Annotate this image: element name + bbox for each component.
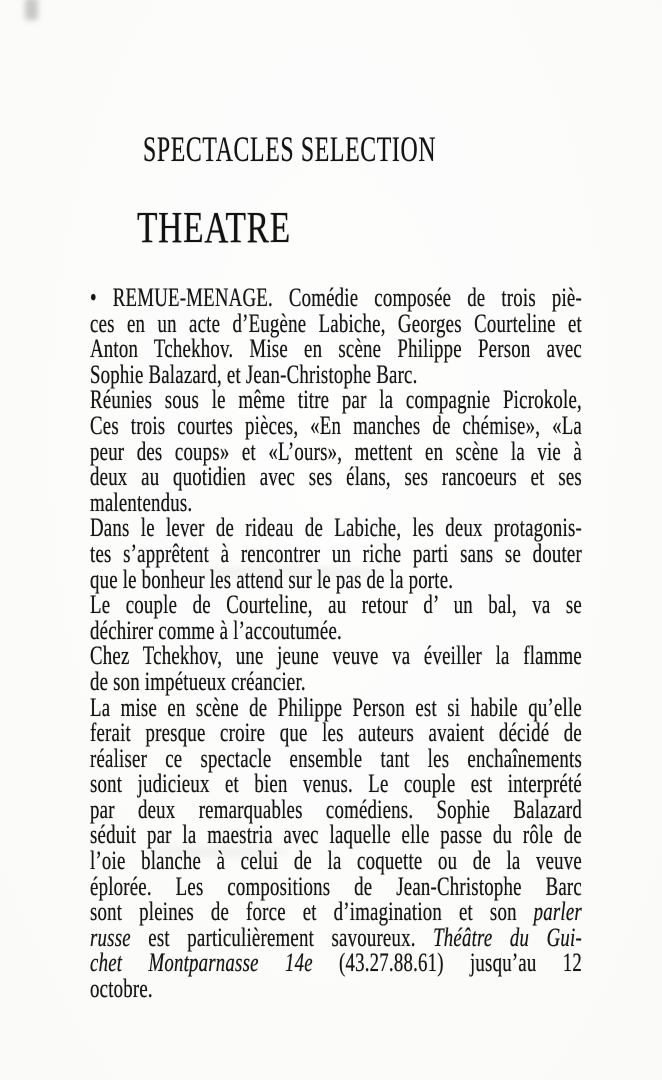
text-line (90, 848, 582, 874)
text-segment: La mise en scène de Philippe Person est si habile qu’elle (90, 692, 582, 722)
text-line (90, 720, 582, 746)
text-line (90, 515, 582, 541)
text-segment: séduit par la maestria avec laquelle elle passe du rôle de (90, 820, 582, 850)
text-segment: Dans le lever de rideau de Labiche, les deux protagonis- (90, 513, 582, 543)
text-segment: éplorée. Les compositions de Jean-Christophe Barc (90, 871, 582, 901)
text-line (90, 538, 582, 568)
text-line (90, 976, 582, 1002)
text-segment: Ces trois courtes pièces, «En manches de chémise», «La (90, 410, 582, 440)
text-segment: Anton Tchekhov. Mise en scène Philippe Person avec (90, 334, 582, 364)
text-segment: • REMUE-MENAGE. Comédie composée de trois piè- (90, 283, 582, 312)
text-segment: Sophie Balazard, et Jean-Christophe Barc. (90, 359, 418, 389)
text-segment: Chez Tchekhov, une jeune veuve va éveiller la flamme (90, 641, 582, 671)
italic-text-segment: chet Montparnasse 14e (90, 948, 313, 978)
text-line (90, 487, 582, 517)
text-segment: ferait presque croire que les auteurs avaient décidé de (90, 718, 582, 748)
text-segment: deux au quotidien avec ses élans, ses rancoeurs et ses (90, 462, 582, 492)
text-line (90, 922, 582, 952)
text-segment: tes s’apprêtent à rencontrer un riche parti sans se douter (90, 538, 582, 568)
text-line (90, 387, 582, 413)
text-line (90, 436, 582, 466)
text-segment: par deux remarquables comédiens. Sophie Balazard (90, 794, 582, 824)
text-line (90, 950, 582, 976)
text-segment: réaliser ce spectacle ensemble tant les enchaînements (90, 743, 582, 773)
text-line (90, 359, 582, 389)
italic-text-segment: parler (533, 897, 582, 927)
text-segment: l’oie blanche à celui de la coquette ou de la veuve (90, 846, 582, 876)
category-title: THEATRE (137, 203, 291, 252)
text-line (90, 771, 582, 797)
text-segment: est particulièrement savoureux. (130, 922, 434, 952)
text-line (90, 666, 582, 696)
text-line (90, 822, 582, 848)
text-line (90, 692, 582, 722)
text-line (90, 794, 582, 824)
text-segment: que le bonheur les attend sur le pas de la porte. (90, 564, 454, 594)
text-line (90, 592, 582, 618)
italic-text-segment: Théâtre du Gui- (433, 922, 582, 952)
text-segment: malentendus. (90, 487, 193, 517)
article-text (90, 285, 582, 1002)
text-line (90, 743, 582, 773)
text-segment: (43.27.88.61) jusqu’au 12 (312, 948, 582, 978)
section-title: SPECTACLES SELECTION (143, 129, 437, 169)
text-line (90, 899, 582, 925)
scan-artifact-corner (25, 0, 38, 20)
text-line (90, 285, 582, 311)
text-line (90, 564, 582, 594)
text-segment: de son impétueux créancier. (90, 666, 306, 696)
text-segment: ces en un acte d’Eugène Labiche, Georges Courteline et (90, 308, 582, 338)
text-line (90, 615, 582, 645)
text-line (90, 336, 582, 362)
text-segment: sont pleines de force et d’imagination et son (90, 897, 534, 927)
italic-text-segment: russe (90, 922, 131, 952)
text-segment: sont judicieux et bien venus. Le couple est interprété (90, 769, 582, 799)
text-line (90, 643, 582, 669)
text-line (90, 871, 582, 901)
text-segment: Réunies sous le même titre par la compagnie Picrokole, (90, 385, 582, 415)
text-segment: peur des coups» et «L’ours», mettent en scène la vie à (90, 436, 582, 466)
text-segment: octobre. (90, 974, 153, 1004)
text-line (90, 308, 582, 338)
text-line (90, 464, 582, 490)
text-line (90, 410, 582, 440)
text-segment: déchirer comme à l’accoutumée. (90, 615, 342, 645)
text-segment: Le couple de Courteline, au retour d’ un bal, va se (90, 590, 582, 620)
